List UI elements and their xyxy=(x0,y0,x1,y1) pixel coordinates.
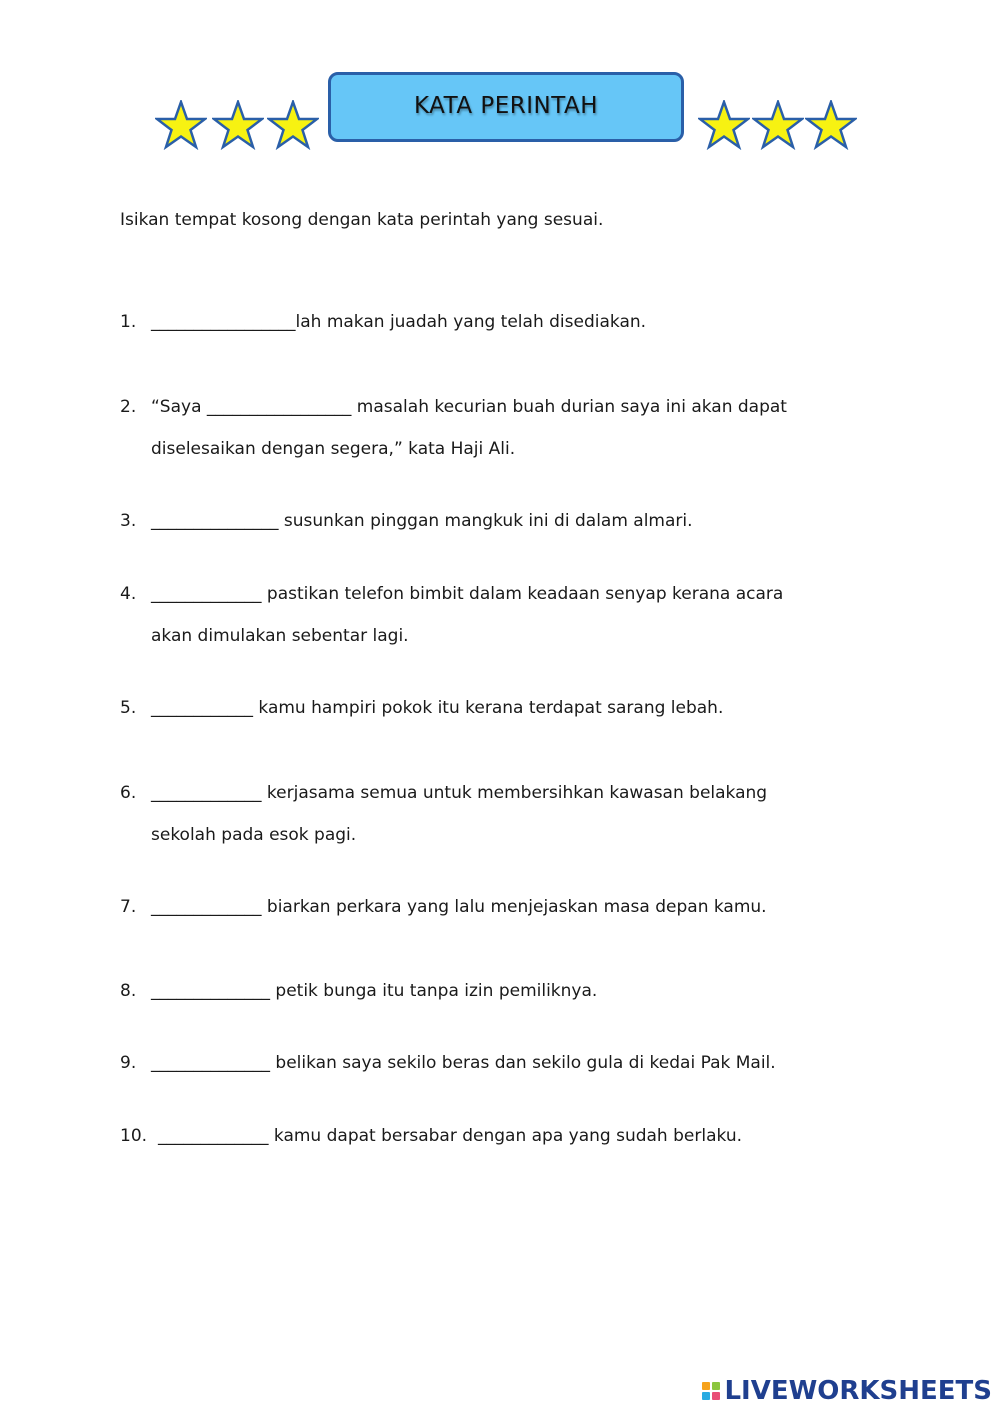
answer-blank[interactable]: _____________ xyxy=(151,897,262,917)
liveworksheets-logo[interactable] xyxy=(702,1375,992,1407)
star-icon xyxy=(155,100,207,150)
answer-blank[interactable]: _________________ xyxy=(151,312,296,332)
answer-blank[interactable]: _____________ xyxy=(151,584,262,604)
question-number: 8. xyxy=(120,981,137,1001)
star-icon xyxy=(212,100,264,150)
question-text-continued: sekolah pada esok pagi. xyxy=(151,825,357,845)
question-text: susunkan pinggan mangkuk ini di dalam almari. xyxy=(278,511,693,531)
answer-blank[interactable]: ____________ xyxy=(151,698,253,718)
question-text: petik bunga itu tanpa izin pemiliknya. xyxy=(270,981,598,1001)
question-number: 5. xyxy=(120,698,137,718)
logo-grid-icon xyxy=(702,1382,720,1400)
question-item xyxy=(120,1042,900,1084)
question-number: 2. xyxy=(120,397,137,417)
question-text: pastikan telefon bimbit dalam keadaan senyap kerana acara xyxy=(261,584,784,604)
question-text-pre: “Saya xyxy=(151,397,207,417)
question-item xyxy=(120,886,900,928)
question-text: kamu dapat bersabar dengan apa yang sudah berlaku. xyxy=(268,1126,742,1146)
question-number: 7. xyxy=(120,897,137,917)
answer-blank[interactable]: _____________ xyxy=(151,783,262,803)
question-text: biarkan perkara yang lalu menjejaskan masa depan kamu. xyxy=(261,897,767,917)
question-number: 4. xyxy=(120,584,137,604)
star-icon xyxy=(805,100,857,150)
answer-blank[interactable]: _____________ xyxy=(158,1126,269,1146)
question-item xyxy=(120,500,900,542)
answer-blank[interactable]: _________________ xyxy=(206,397,352,417)
question-item xyxy=(120,301,900,343)
question-number: 9. xyxy=(120,1053,137,1073)
question-text: masalah kecurian buah durian saya ini akan dapat xyxy=(351,397,787,417)
answer-blank[interactable]: _______________ xyxy=(151,511,279,531)
question-number: 6. xyxy=(120,783,137,803)
question-number: 1. xyxy=(120,312,137,332)
question-text-continued: diselesaikan dengan segera,” kata Haji Ali. xyxy=(151,439,516,459)
question-text: kamu hampiri pokok itu kerana terdapat sarang lebah. xyxy=(253,698,724,718)
question-text: kerjasama semua untuk membersihkan kawasan belakang xyxy=(261,783,768,803)
question-text: lah makan juadah yang telah disediakan. xyxy=(295,312,647,332)
question-item xyxy=(120,386,900,470)
header xyxy=(0,0,1000,170)
question-item xyxy=(120,970,900,1012)
answer-blank[interactable]: ______________ xyxy=(151,1053,270,1073)
question-number: 3. xyxy=(120,511,137,531)
question-item xyxy=(120,1115,900,1157)
page-title: KATA PERINTAH xyxy=(328,72,684,142)
question-text-continued: akan dimulakan sebentar lagi. xyxy=(151,626,409,646)
question-number: 10. xyxy=(120,1126,148,1146)
question-item xyxy=(120,687,900,729)
answer-blank[interactable]: ______________ xyxy=(151,981,270,1001)
question-item xyxy=(120,573,900,657)
star-icon xyxy=(698,100,750,150)
question-item xyxy=(120,772,900,856)
logo-text: LIVEWORKSHEETS xyxy=(724,1376,992,1406)
question-text: belikan saya sekilo beras dan sekilo gula di kedai Pak Mail. xyxy=(270,1053,776,1073)
star-icon xyxy=(267,100,319,150)
instruction: Isikan tempat kosong dengan kata perintah yang sesuai. xyxy=(120,210,604,230)
star-icon xyxy=(752,100,804,150)
